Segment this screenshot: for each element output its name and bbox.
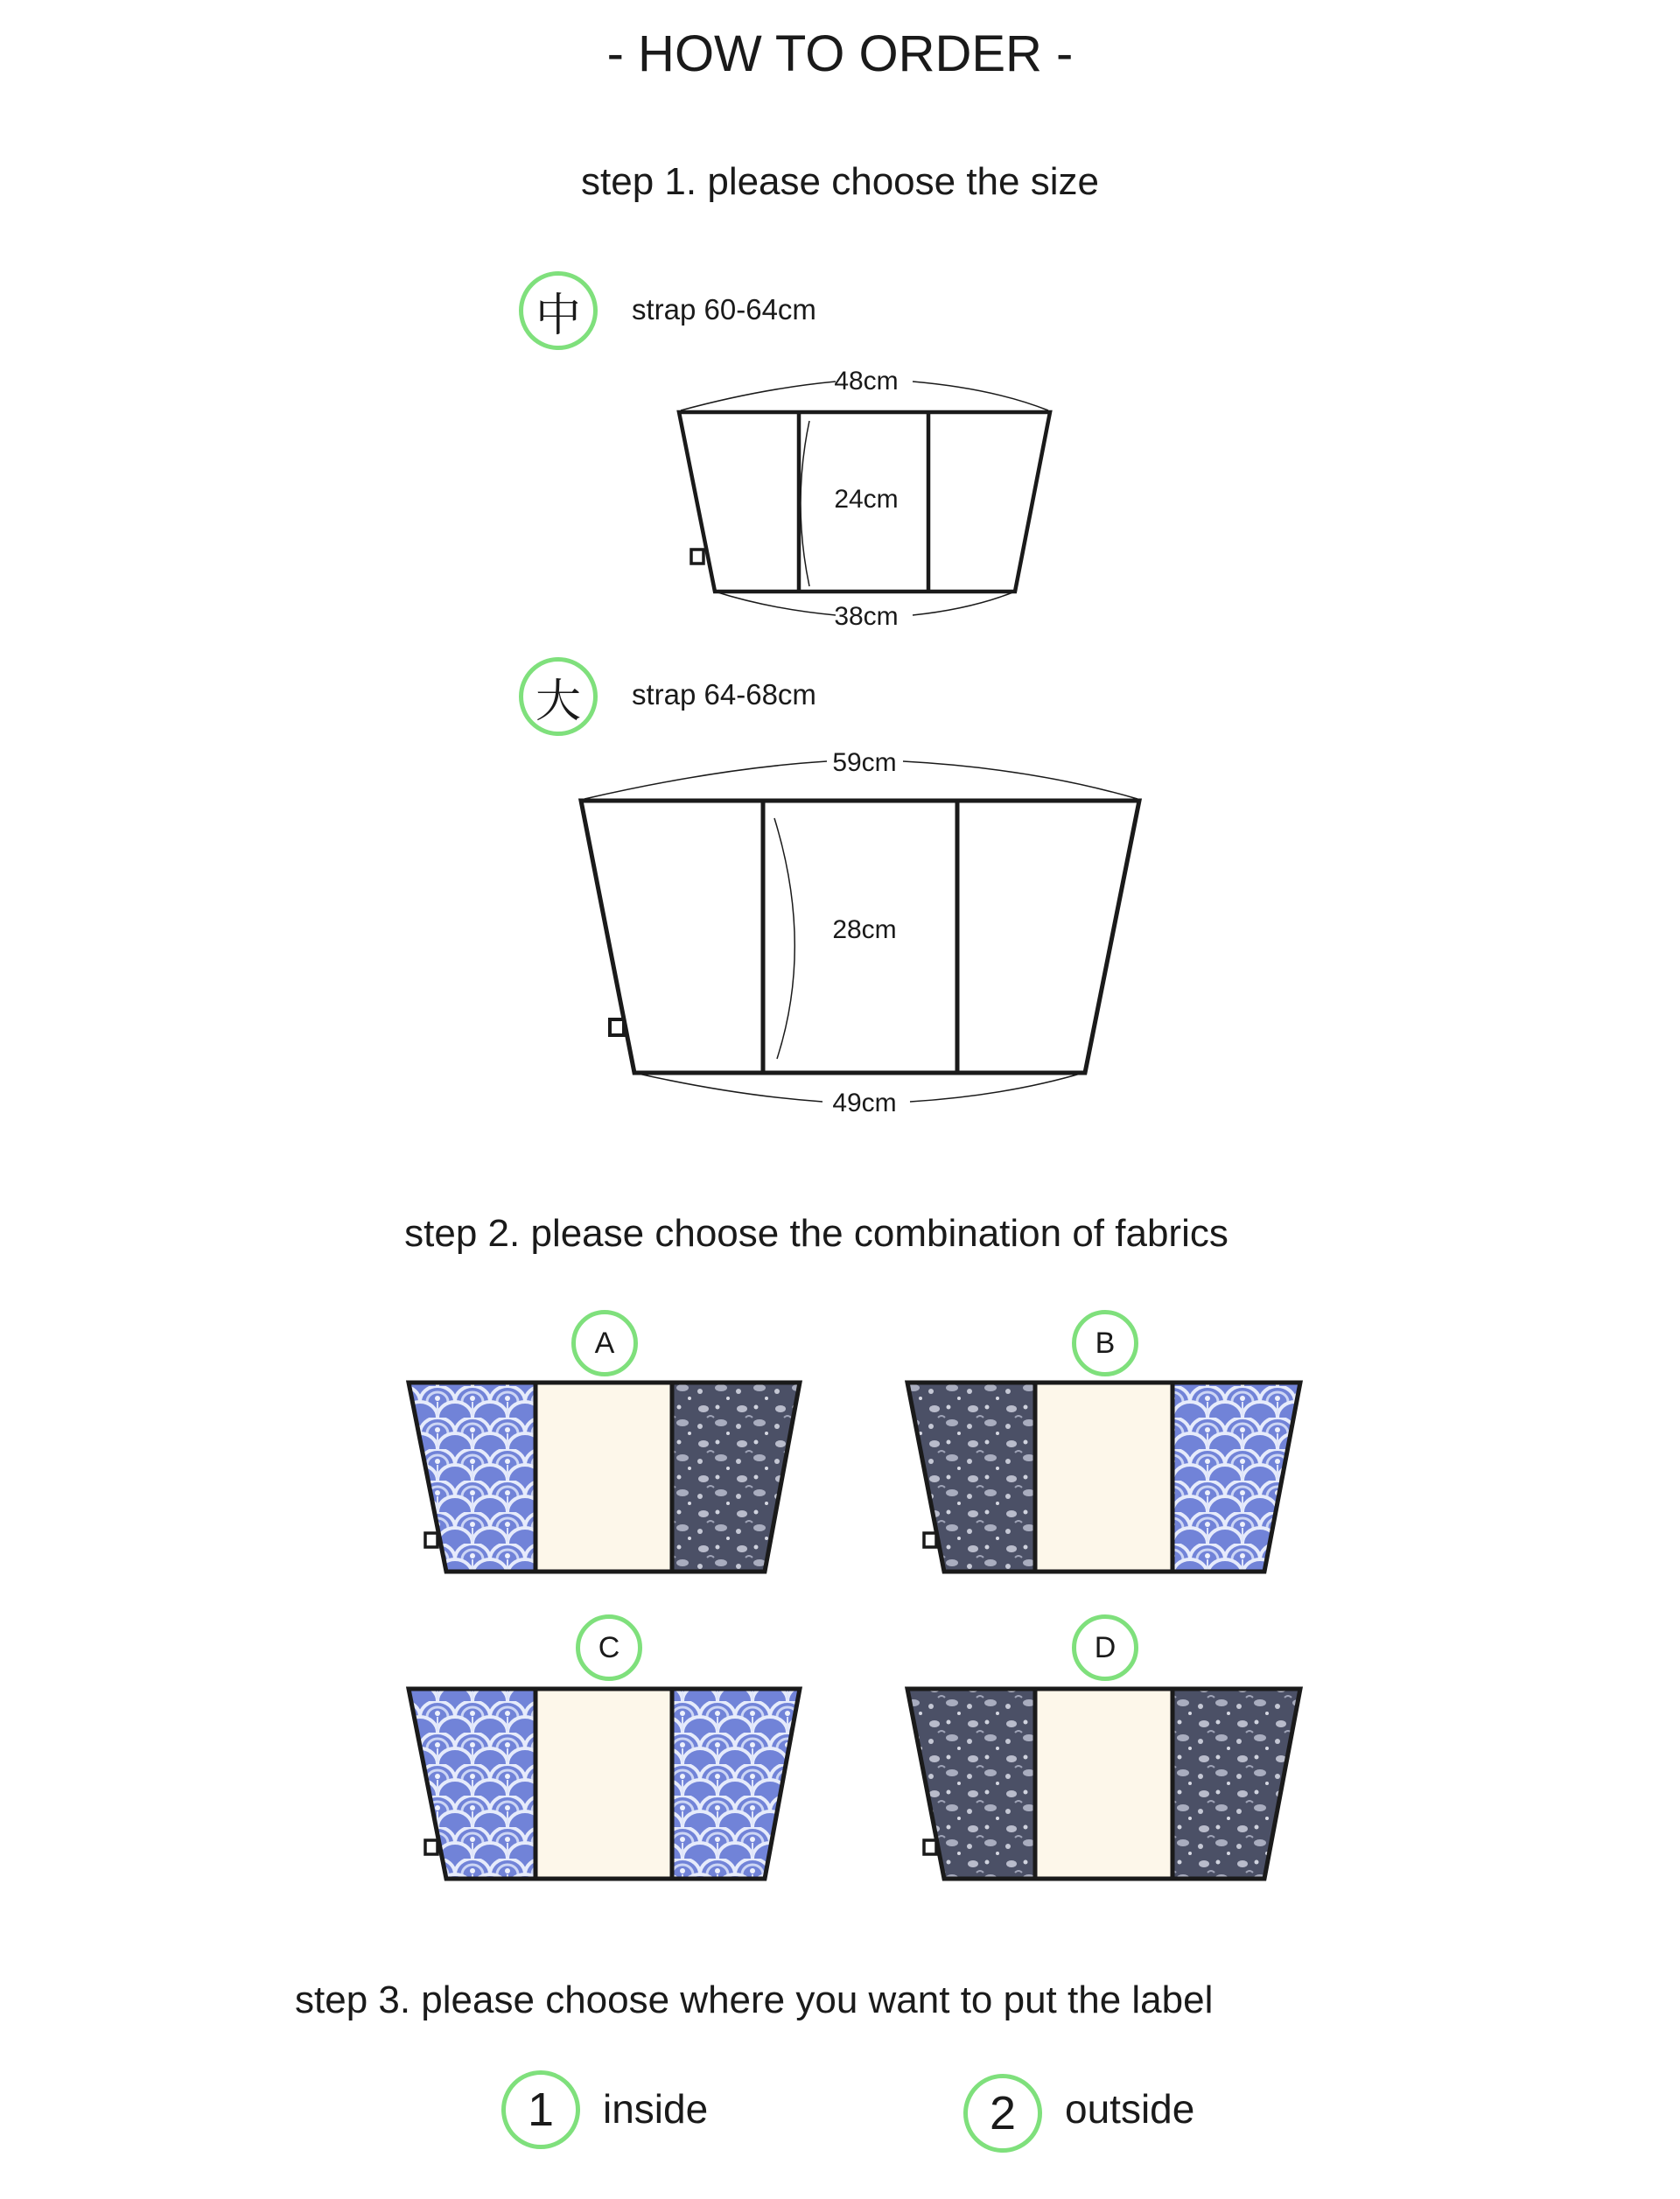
step2-heading: step 2. please choose the combination of fabrics [404, 1212, 1228, 1255]
step1-heading: step 1. please choose the size [581, 160, 1099, 203]
step3-heading: step 3. please choose where you want to put the label [295, 1978, 1214, 2021]
size-large-bottom-width: 49cm [832, 1089, 897, 1117]
size-medium-bottom-width: 38cm [834, 602, 899, 631]
label-outside-text: outside [1065, 2086, 1195, 2132]
size-medium-top-width: 48cm [834, 367, 899, 396]
label-outside-option[interactable]: 2 [963, 2074, 1042, 2153]
label-inside-option[interactable]: 1 [501, 2070, 580, 2149]
size-large-strap-label: strap 64-68cm [632, 678, 816, 711]
page-title: - HOW TO ORDER - [606, 25, 1074, 82]
fabric-option-a-badge[interactable]: A [571, 1310, 638, 1376]
label-inside-text: inside [603, 2086, 709, 2132]
fabric-option-b-badge[interactable]: B [1072, 1310, 1138, 1376]
size-large-option[interactable]: 大 [519, 657, 598, 736]
size-large-height: 28cm [832, 915, 897, 944]
size-medium-option[interactable]: 中 [519, 271, 598, 350]
fabric-option-c-badge[interactable]: C [576, 1614, 642, 1681]
fabric-option-d-badge[interactable]: D [1072, 1614, 1138, 1681]
size-large-top-width: 59cm [832, 748, 897, 777]
size-medium-strap-label: strap 60-64cm [632, 293, 816, 326]
size-medium-height: 24cm [834, 485, 899, 514]
